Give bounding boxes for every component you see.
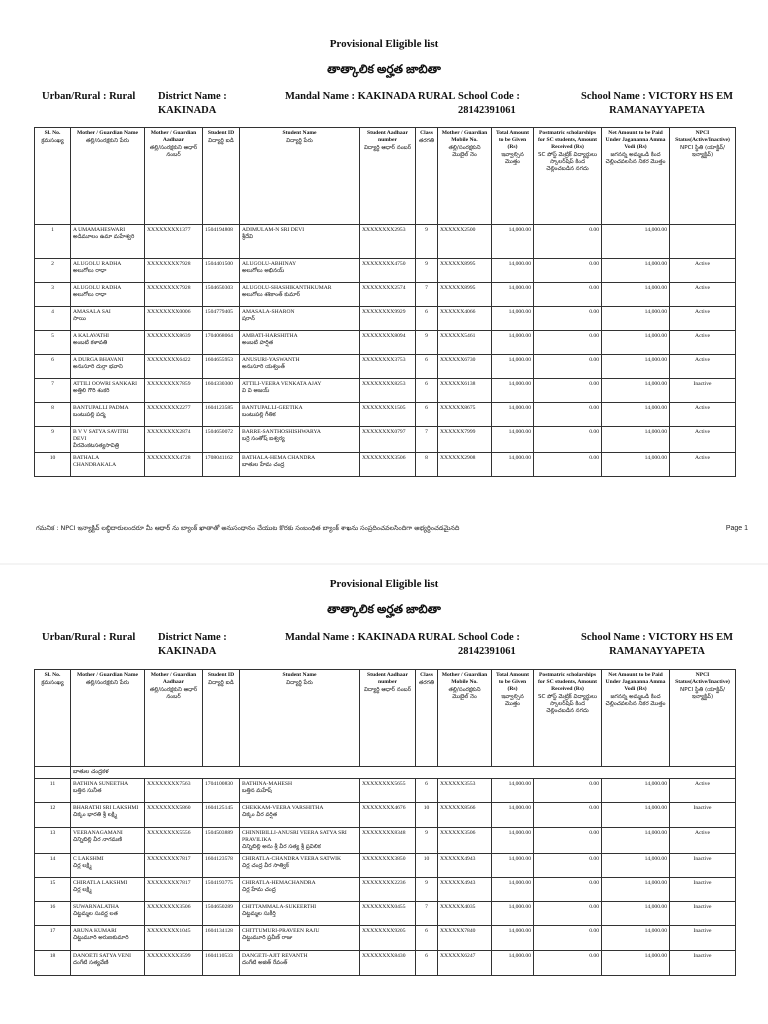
student-name-cell: ATTILI-VEERA VENKATA AJAY వి వి అజయ్ (240, 379, 360, 403)
total-amount-cell: 14,000.00 (492, 331, 534, 355)
mother-aadhaar-cell: XXXXXXXX1045 (145, 926, 203, 951)
total-amount-cell: 14,000.00 (492, 307, 534, 331)
net-amount-cell: 14,000.00 (602, 225, 670, 259)
student-name-cell: ANUSURI-YASWANTH అనుసూరి యశ్వంత్ (240, 355, 360, 379)
class-cell: 6 (416, 379, 438, 403)
npci-status-cell: Active (670, 427, 736, 453)
class-cell: 10 (416, 854, 438, 878)
mother-name-cell: CHIRATLA LAKSHMI చిర్ల లక్ష్మి (71, 878, 145, 902)
net-amount-cell: 14,000.00 (602, 779, 670, 803)
table-row (35, 878, 736, 902)
npci-status-cell: Active (670, 828, 736, 854)
column-header: Total Amount to be Given (Rs) ఇవ్వాల్సిన మొత్తం (492, 128, 534, 225)
mother-aadhaar-cell: XXXXXXXX3506 (145, 902, 203, 926)
sl-no-cell: 2 (35, 259, 71, 283)
total-amount-cell: 14,000.00 (492, 427, 534, 453)
mother-aadhaar-cell: XXXXXXXX7817 (145, 854, 203, 878)
sc-scholarship-cell: 0.00 (534, 355, 602, 379)
sl-no-cell: 14 (35, 854, 71, 878)
student-aadhaar-cell: XXXXXXXX3850 (360, 854, 416, 878)
class-cell: 8 (416, 453, 438, 477)
net-amount-cell: 14,000.00 (602, 854, 670, 878)
page-2 (0, 565, 768, 1024)
table-row (35, 403, 736, 427)
student-id-cell: 1504193775 (203, 878, 240, 902)
table-row (35, 779, 736, 803)
sc-scholarship-cell: 0.00 (534, 926, 602, 951)
student-id-cell: 1604655953 (203, 355, 240, 379)
student-aadhaar-cell: XXXXXXXX3506 (360, 453, 416, 477)
student-id-cell: 1704100830 (203, 779, 240, 803)
column-header: Class తరగతి (416, 128, 438, 225)
mother-name-cell: ALUGOLU RADHA అలుగోలు రాధా (71, 259, 145, 283)
mother-name-cell: DANOETI SATYA VENI దంగేటి సత్యవేణి (71, 951, 145, 976)
sl-no-cell: 17 (35, 926, 71, 951)
net-amount-cell: 14,000.00 (602, 331, 670, 355)
sc-scholarship-cell: 0.00 (534, 225, 602, 259)
mother-name-cell: ATTILI OOWRI SANKARI అత్తిలి గౌరి శంకరి (71, 379, 145, 403)
mobile-cell: XXXXXX6138 (438, 379, 492, 403)
class-cell: 10 (416, 803, 438, 828)
mother-name-cell: A UMAMAHESWARI అడిమూలం ఉమా మహేశ్వరి (71, 225, 145, 259)
student-id-cell: 1604123585 (203, 403, 240, 427)
column-header: Student ID విద్యార్థి ఐడి (203, 128, 240, 225)
mother-aadhaar-cell: XXXXXXXX1377 (145, 225, 203, 259)
sl-no-cell: 18 (35, 951, 71, 976)
student-id-cell: 1504779405 (203, 307, 240, 331)
table-row (35, 926, 736, 951)
student-name-cell: BARRE-SANTHOSHISHWARYA బర్రె సంతోష్ ఐశ్వర్య (240, 427, 360, 453)
student-id-cell: 1708041162 (203, 453, 240, 477)
column-header: Student Aadhaar number విద్యార్థి ఆధార్ నంబర్ (360, 670, 416, 767)
class-cell: 9 (416, 225, 438, 259)
student-name-cell: BANTUPALLI-GEETIKA బంటుపల్లి గీతిక (240, 403, 360, 427)
column-header: Net Amount to be Paid Under Jagananna Amma Vodi (Rs) జగనన్న అమ్మఒడి కింద చెల్లించవలసిన నికర మొత్తం (602, 670, 670, 767)
sl-no-cell: 13 (35, 828, 71, 854)
sl-no-cell: 10 (35, 453, 71, 477)
doc-title: Provisional Eligible list (329, 38, 439, 50)
mother-name-cell: ARUNA KUMARI చిట్టుమూరి అరుణకుమారి (71, 926, 145, 951)
net-amount-cell: 14,000.00 (602, 828, 670, 854)
net-amount-cell: 14,000.00 (602, 259, 670, 283)
column-header: Sl. No. క్రమసంఖ్య (35, 670, 71, 767)
npci-status-cell: Active (670, 331, 736, 355)
sl-no-cell: 1 (35, 225, 71, 259)
table-header-row (35, 670, 736, 767)
student-id-cell: 1504401500 (203, 259, 240, 283)
sc-scholarship-cell: 0.00 (534, 803, 602, 828)
total-amount-cell: 14,000.00 (492, 828, 534, 854)
mother-aadhaar-cell: XXXXXXXX2874 (145, 427, 203, 453)
table-row (35, 828, 736, 854)
mobile-cell: XXXXXX4066 (438, 307, 492, 331)
mobile-cell: XXXXXX2500 (438, 225, 492, 259)
student-name-cell: ALUGOLU-SHASHIKANTHKUMAR అలుగోలు శశికాంత్ కుమార్ (240, 283, 360, 307)
net-amount-cell: 14,000.00 (602, 951, 670, 976)
total-amount-cell: 14,000.00 (492, 225, 534, 259)
total-amount-cell: 14,000.00 (492, 902, 534, 926)
page-number: Page 1 (725, 525, 748, 532)
student-name-cell: CHIRATLA-HEMACHANDRA చిర్ల హేమ చంద్ర (240, 878, 360, 902)
table-row (35, 307, 736, 331)
npci-status-cell: Active (670, 355, 736, 379)
district-name: District Name : KAKINADA (158, 91, 227, 116)
table-row (35, 225, 736, 259)
total-amount-cell: 14,000.00 (492, 779, 534, 803)
student-id-cell: 1704068064 (203, 331, 240, 355)
column-header: NPCI Status(Active/Inactive) NPCI స్థితి (యాక్టివ్/ఇన్యాక్టివ్) (670, 128, 736, 225)
class-cell: 6 (416, 355, 438, 379)
mother-name-cell: AMASALA SAI సాయి (71, 307, 145, 331)
column-header: Class తరగతి (416, 670, 438, 767)
sl-no-cell: 4 (35, 307, 71, 331)
eligible-table-page-2 (34, 669, 736, 976)
class-cell: 9 (416, 259, 438, 283)
net-amount-cell: 14,000.00 (602, 403, 670, 427)
student-aadhaar-cell: XXXXXXXX2574 (360, 283, 416, 307)
column-header: Net Amount to be Paid Under Jagananna Amma Vodi (Rs) జగనన్న అమ్మఒడి కింద చెల్లించవలసిన నికర మొత్తం (602, 128, 670, 225)
mother-name-cell: ALUGOLU RADHA అలుగోలు రాధా (71, 283, 145, 307)
doc-title-telugu: తాత్కాలిక అర్హత జాబితా (327, 602, 441, 616)
mother-aadhaar-cell: XXXXXXXX5556 (145, 828, 203, 854)
sc-scholarship-cell: 0.00 (534, 902, 602, 926)
sc-scholarship-cell: 0.00 (534, 453, 602, 477)
table-row (35, 453, 736, 477)
mother-name-cell: VEERANAGAMANI చిన్నిబిల్లి వీర నాగమణి (71, 828, 145, 854)
student-aadhaar-cell: XXXXXXXX8348 (360, 828, 416, 854)
sc-scholarship-cell: 0.00 (534, 331, 602, 355)
student-aadhaar-cell: XXXXXXXX2236 (360, 878, 416, 902)
school-name: School Name : VICTORY HS EM RAMANAYYAPETA (581, 632, 733, 657)
mobile-cell: XXXXXX2908 (438, 453, 492, 477)
mobile-cell: XXXXXX3506 (438, 828, 492, 854)
mobile-cell: XXXXXX7999 (438, 427, 492, 453)
mobile-cell: XXXXXX3553 (438, 779, 492, 803)
student-name-cell: AMBATI-HARSHITHA అంబటి హర్షిత (240, 331, 360, 355)
table-row (35, 803, 736, 828)
student-aadhaar-cell: XXXXXXXX0455 (360, 902, 416, 926)
column-header: Student Name విద్యార్థి పేరు (240, 670, 360, 767)
net-amount-cell: 14,000.00 (602, 453, 670, 477)
student-name-cell: CHITTAMMALA-SUKEERTHI చిట్టమ్మల సుకీర్తి (240, 902, 360, 926)
mother-aadhaar-cell: XXXXXXXX5860 (145, 803, 203, 828)
student-aadhaar-cell: XXXXXXXX9929 (360, 307, 416, 331)
student-id-cell: 1604123578 (203, 854, 240, 878)
student-name-cell: CHITTUMURI-PRAVEEN RAJU చిట్టుమూరి ప్రవీణ్ రాజు (240, 926, 360, 951)
student-id-cell: 1604134128 (203, 926, 240, 951)
student-id-cell: 1504194808 (203, 225, 240, 259)
student-aadhaar-cell: XXXXXXXX1505 (360, 403, 416, 427)
table-header-row (35, 128, 736, 225)
column-header: Mother / Guardian Mobile No. తల్లి/సంరక్షకుని మొబైల్ నెం (438, 128, 492, 225)
mother-name-cell: A DURGA BHAVANI అనుసూరి దుర్గా భవాని (71, 355, 145, 379)
net-amount-cell: 14,000.00 (602, 427, 670, 453)
sl-no-cell: 3 (35, 283, 71, 307)
class-cell: 9 (416, 878, 438, 902)
table-row (35, 427, 736, 453)
mother-name-cell: A KALAVATHI అంబటి కళావతి (71, 331, 145, 355)
mobile-cell: XXXXXX5461 (438, 331, 492, 355)
student-id-cell: 1604330300 (203, 379, 240, 403)
sc-scholarship-cell: 0.00 (534, 951, 602, 976)
sl-no-cell: 12 (35, 803, 71, 828)
npci-status-cell: Inactive (670, 926, 736, 951)
column-header: Postmatric scholarships for SC students, Amount Received (Rs) SC పోస్ట్ మెట్రిక్ విద్యార్థులు స్కాలర్‌షిప్ కింద చెల్లించబడిన నగదు (534, 670, 602, 767)
net-amount-cell: 14,000.00 (602, 379, 670, 403)
student-name-cell: CHIRATLA-CHANDRA VEERA SATWIK చిర్ల చంద్ర వీర సాత్విక్ (240, 854, 360, 878)
mobile-cell: XXXXXX8566 (438, 803, 492, 828)
sl-no-cell: 9 (35, 427, 71, 453)
sl-no-cell: 7 (35, 379, 71, 403)
mobile-cell: XXXXXX8995 (438, 283, 492, 307)
mother-aadhaar-cell: XXXXXXXX4728 (145, 453, 203, 477)
mother-aadhaar-cell: XXXXXXXX7817 (145, 878, 203, 902)
urban-rural: Urban/Rural : Rural (42, 632, 136, 643)
mother-aadhaar-cell: XXXXXXXX7928 (145, 283, 203, 307)
npci-status-cell: Active (670, 307, 736, 331)
sc-scholarship-cell: 0.00 (534, 403, 602, 427)
total-amount-cell: 14,000.00 (492, 854, 534, 878)
sc-scholarship-cell: 0.00 (534, 307, 602, 331)
total-amount-cell: 14,000.00 (492, 283, 534, 307)
mother-name-cell: C LAKSHMI చిర్ల లక్ష్మి (71, 854, 145, 878)
total-amount-cell: 14,000.00 (492, 403, 534, 427)
net-amount-cell: 14,000.00 (602, 926, 670, 951)
npci-status-cell: Inactive (670, 878, 736, 902)
mother-name-cell: SUWARNALATHA చిట్టమ్మల సువర్ణ లత (71, 902, 145, 926)
mother-aadhaar-cell: XXXXXXXX8639 (145, 331, 203, 355)
net-amount-cell: 14,000.00 (602, 803, 670, 828)
student-name-cell: BATHALA-HEMA CHANDRA బాతుల హేమ చంద్ర (240, 453, 360, 477)
school-code: School Code : 28142391061 (458, 91, 520, 116)
npci-status-cell: Inactive (670, 951, 736, 976)
total-amount-cell: 14,000.00 (492, 453, 534, 477)
npci-status-cell: Active (670, 403, 736, 427)
table-row (35, 854, 736, 878)
urban-rural: Urban/Rural : Rural (42, 91, 136, 102)
class-cell: 6 (416, 307, 438, 331)
table-row (35, 379, 736, 403)
mobile-cell: XXXXXX4943 (438, 878, 492, 902)
mother-aadhaar-cell: XXXXXXXX3599 (145, 951, 203, 976)
mobile-cell: XXXXXX4035 (438, 902, 492, 926)
student-name-cell: CHINNIBILLI-ANUSRI VEERA SATYA SRI PRAVILIKA చిన్నిబిల్లి అను శ్రీ వీర సత్య శ్రీ ప్రవిలిక (240, 828, 360, 854)
mandal-name: Mandal Name : KAKINADA RURAL (285, 632, 456, 643)
total-amount-cell: 14,000.00 (492, 379, 534, 403)
sl-no-cell: 11 (35, 779, 71, 803)
mother-name-cell: BANTUPALLI PADMA బంటుపల్లి పద్మ (71, 403, 145, 427)
footnote: గమనిక : NPCI ఇన్యాక్టివ్ లబ్ధిదారులందరూ మీ ఆధార్ ను బ్యాంక్ ఖాతాతో అనుసంధానం చేయుట కొరకు సంబంధిత బ్యాంక్ శాఖను సంప్రదించవలసిందిగా అభ్యర్థించడమైనది (36, 524, 460, 532)
npci-status-cell: Active (670, 779, 736, 803)
npci-status-cell: Inactive (670, 902, 736, 926)
total-amount-cell: 14,000.00 (492, 926, 534, 951)
student-id-cell: 1604110533 (203, 951, 240, 976)
npci-status-cell: Active (670, 453, 736, 477)
mandal-name: Mandal Name : KAKINADA RURAL (285, 91, 456, 102)
npci-status-cell: Inactive (670, 854, 736, 878)
student-aadhaar-cell: XXXXXXXX2953 (360, 225, 416, 259)
table-row (35, 259, 736, 283)
table-row (35, 283, 736, 307)
column-header: Mother / Guardian Aadhaar తల్లి/సంరక్షకుని ఆధార్ నంబర్ (145, 670, 203, 767)
column-header: Student Aadhaar number విద్యార్థి ఆధార్ నంబర్ (360, 128, 416, 225)
sl-no-cell: 15 (35, 878, 71, 902)
student-id-cell: 1604125145 (203, 803, 240, 828)
sl-no-cell: 5 (35, 331, 71, 355)
mother-name-cell: B V V SATYA SAVITRI DEVI వీరవెంకటసత్యసావిత్రి (71, 427, 145, 453)
column-header: Sl. No. క్రమసంఖ్య (35, 128, 71, 225)
sc-scholarship-cell: 0.00 (534, 379, 602, 403)
table-row (35, 331, 736, 355)
npci-status-cell: Inactive (670, 379, 736, 403)
student-aadhaar-cell: XXXXXXXX4750 (360, 259, 416, 283)
class-cell: 6 (416, 951, 438, 976)
column-header: Student Name విద్యార్థి పేరు (240, 128, 360, 225)
student-aadhaar-cell: XXXXXXXX8430 (360, 951, 416, 976)
npci-status-cell: Active (670, 283, 736, 307)
class-cell: 6 (416, 926, 438, 951)
student-name-cell: CHEKKAM-VEERA VARSHITHA చిక్కం వీర వర్షిత (240, 803, 360, 828)
total-amount-cell: 14,000.00 (492, 355, 534, 379)
net-amount-cell: 14,000.00 (602, 283, 670, 307)
student-aadhaar-cell: XXXXXXXX4676 (360, 803, 416, 828)
class-cell: 7 (416, 427, 438, 453)
mother-aadhaar-cell: XXXXXXXX7859 (145, 379, 203, 403)
doc-title: Provisional Eligible list (329, 578, 439, 590)
class-cell: 6 (416, 779, 438, 803)
student-name-cell: BATHINA-MAHESH బత్తిన మహేష్ (240, 779, 360, 803)
column-header: Student ID విద్యార్థి ఐడి (203, 670, 240, 767)
sl-no-cell: 8 (35, 403, 71, 427)
column-header: Total Amount to be Given (Rs) ఇవ్వాల్సిన మొత్తం (492, 670, 534, 767)
sc-scholarship-cell: 0.00 (534, 427, 602, 453)
total-amount-cell: 14,000.00 (492, 951, 534, 976)
npci-status-cell: Inactive (670, 803, 736, 828)
sc-scholarship-cell: 0.00 (534, 854, 602, 878)
sc-scholarship-cell: 0.00 (534, 259, 602, 283)
mobile-cell: XXXXXX8995 (438, 259, 492, 283)
sc-scholarship-cell: 0.00 (534, 283, 602, 307)
mobile-cell: XXXXXX8675 (438, 403, 492, 427)
student-id-cell: 1504650289 (203, 902, 240, 926)
total-amount-cell: 14,000.00 (492, 803, 534, 828)
class-cell: 7 (416, 902, 438, 926)
mobile-cell: XXXXXX7840 (438, 926, 492, 951)
sl-no-cell: 16 (35, 902, 71, 926)
student-id-cell: 1504650303 (203, 283, 240, 307)
mobile-cell: XXXXXX6730 (438, 355, 492, 379)
district-name: District Name : KAKINADA (158, 632, 227, 657)
student-name-cell: ADIMULAM-N SRI DEVI శ్రీదేవి (240, 225, 360, 259)
column-header: Mother / Guardian Name తల్లి/సంరక్షకుని పేరు (71, 128, 145, 225)
eligible-table-page-1 (34, 127, 736, 477)
table-row (35, 951, 736, 976)
class-cell: 6 (416, 403, 438, 427)
student-aadhaar-cell: XXXXXXXX8253 (360, 379, 416, 403)
student-name-cell: ALUGOLU-ABHINAY అలుగోలు అభినయ్ (240, 259, 360, 283)
mother-aadhaar-cell: XXXXXXXX7928 (145, 259, 203, 283)
sc-scholarship-cell: 0.00 (534, 779, 602, 803)
sl-no-cell: 6 (35, 355, 71, 379)
sc-scholarship-cell: 0.00 (534, 828, 602, 854)
mother-aadhaar-cell: XXXXXXXX0006 (145, 307, 203, 331)
class-cell: 9 (416, 828, 438, 854)
column-header: Mother / Guardian Mobile No. తల్లి/సంరక్షకుని మొబైల్ నెం (438, 670, 492, 767)
net-amount-cell: 14,000.00 (602, 307, 670, 331)
total-amount-cell: 14,000.00 (492, 878, 534, 902)
npci-status-cell: Active (670, 259, 736, 283)
student-id-cell: 1504503889 (203, 828, 240, 854)
mobile-cell: XXXXXX4943 (438, 854, 492, 878)
column-header: Mother / Guardian Name తల్లి/సంరక్షకుని పేరు (71, 670, 145, 767)
mother-aadhaar-cell: XXXXXXXX2277 (145, 403, 203, 427)
mother-name-cell: BHARATHI SRI LAKSHMI చిక్కం భారతి శ్రీ లక్ష్మి (71, 803, 145, 828)
mother-name-cell: BATHINA SUNEETHA బత్తిన సునీత (71, 779, 145, 803)
table-row (35, 902, 736, 926)
table-row (35, 355, 736, 379)
mother-aadhaar-cell: XXXXXXXX7563 (145, 779, 203, 803)
column-header: NPCI Status(Active/Inactive) NPCI స్థితి (యాక్టివ్/ఇన్యాక్టివ్) (670, 670, 736, 767)
npci-status-cell (670, 225, 736, 259)
net-amount-cell: 14,000.00 (602, 878, 670, 902)
student-aadhaar-cell: XXXXXXXX9205 (360, 926, 416, 951)
sc-scholarship-cell: 0.00 (534, 878, 602, 902)
mother-aadhaar-cell: XXXXXXXX6422 (145, 355, 203, 379)
class-cell: 9 (416, 331, 438, 355)
mother-name-cell: BATHALA CHANDRAKALA (71, 453, 145, 477)
class-cell: 7 (416, 283, 438, 307)
doc-title-telugu: తాత్కాలిక అర్హత జాబితా (327, 62, 441, 76)
student-aadhaar-cell: XXXXXXXX3753 (360, 355, 416, 379)
column-header: Postmatric scholarships for SC students, Amount Received (Rs) SC పోస్ట్ మెట్రిక్ విద్యార్థులు స్కాలర్‌షిప్ కింద చెల్లించబడిన నగదు (534, 128, 602, 225)
school-name: School Name : VICTORY HS EM RAMANAYYAPETA (581, 91, 733, 116)
student-name-cell: DANGETI-AJIT REVANTH దంగేటి అజిత్ రేవంత్ (240, 951, 360, 976)
net-amount-cell: 14,000.00 (602, 355, 670, 379)
net-amount-cell: 14,000.00 (602, 902, 670, 926)
student-name-cell: AMASALA-SHARON షరాన్ (240, 307, 360, 331)
column-header: Mother / Guardian Aadhaar తల్లి/సంరక్షకుని ఆధార్ నంబర్ (145, 128, 203, 225)
carry-over-text: బాతుల చంద్రకళ (71, 767, 736, 779)
student-id-cell: 1504650072 (203, 427, 240, 453)
total-amount-cell: 14,000.00 (492, 259, 534, 283)
mobile-cell: XXXXXX6247 (438, 951, 492, 976)
student-aadhaar-cell: XXXXXXXX0797 (360, 427, 416, 453)
student-aadhaar-cell: XXXXXXXX5655 (360, 779, 416, 803)
carry-over-row (35, 767, 736, 779)
school-code: School Code : 28142391061 (458, 632, 520, 657)
student-aadhaar-cell: XXXXXXXX8094 (360, 331, 416, 355)
